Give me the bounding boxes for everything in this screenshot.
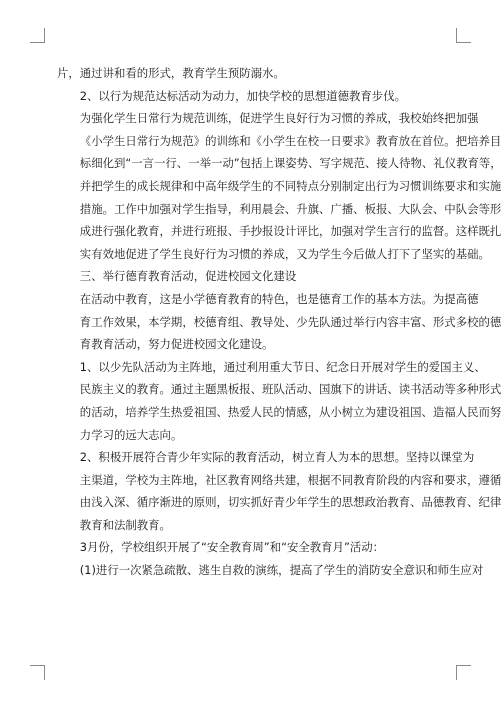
crop-mark-top-right: [456, 28, 471, 43]
text-line: 措施。工作中加强对学生指导，利用晨会、升旗、广播、板报、大队会、中队会等形: [79, 201, 502, 216]
text-line: 三、举行德育教育活动，促进校园文化建设: [79, 269, 297, 284]
text-line: 育工作效果，本学期，校德育组、教导处、少先队通过举行内容丰富、形式多校的德: [79, 314, 502, 329]
text-line: 教育和法制教育。: [79, 517, 171, 532]
paragraph: [57, 559, 484, 582]
text-line: 《小学生日常行为规范》的训练和《小学生在校一日要求》教育放在首位。把培养目: [79, 133, 502, 148]
crop-mark-bottom-right: [456, 665, 471, 680]
text-line: 育教育活动，努力促进校园文化建设。: [79, 337, 274, 352]
text-line: 3月份，学校组织开展了“安全教育周”和“安全教育月”活动：: [79, 540, 385, 555]
text-line: 2、积极开展符合青少年实际的教育活动，树立育人为本的思想。坚持以课堂为: [79, 450, 475, 465]
text-line: (1)进行一次紧急疏散、逃生自救的演练，提高了学生的消防安全意识和师生应对: [79, 563, 484, 578]
crop-mark-bottom-left: [30, 665, 45, 680]
text-line: 在活动中教育，这是小学德育教育的特色，也是德育工作的基本方法。为提高德: [79, 291, 479, 306]
text-line: 成进行强化教育，并进行班报、手抄报设计评比，加强对学生言行的监督。这样既扎: [79, 224, 502, 239]
text-line: 主渠道，学校为主阵地，社区教育网络共建，根据不同教育阶段的内容和要求，遵循: [79, 472, 502, 487]
text-line: 为强化学生日常行为规范训练，促进学生良好行为习惯的养成，我校始终把加强: [79, 111, 479, 126]
text-line: 片，通过讲和看的形式，教育学生预防溺水。: [57, 66, 285, 80]
text-line: 标细化到“一言一行、一举一动”包括上课姿势、写字规范、接人待物、礼仪教育等，: [79, 156, 502, 171]
text-line: 力学习的远大志向。: [79, 427, 183, 442]
text-line: 由浅入深、循序渐进的原则，切实抓好青少年学生的思想政治教育、品德教育、纪律: [79, 495, 502, 510]
text-line: 民族主义的教育。通过主题黑板报、班队活动、国旗下的讲话、读书活动等多种形式: [79, 382, 502, 397]
paragraph: [57, 446, 502, 536]
paragraph: [57, 536, 443, 559]
text-line: 1、以少先队活动为主阵地，通过利用重大节日、纪念日开展对学生的爱国主义、: [79, 359, 486, 374]
paragraph: [57, 356, 502, 446]
paragraph: [57, 107, 502, 265]
document-body: [57, 62, 502, 582]
text-line: 并把学生的成长规律和中高年级学生的不同特点分别制定出行为习惯训练要求和实施: [79, 178, 502, 193]
paragraph: [57, 265, 443, 288]
text-line: 的活动，培养学生热爱祖国、热爱人民的情感，从小树立为建设祖国、造福人民而努: [79, 404, 502, 419]
text-line: 实有效地促进了学生良好行为习惯的养成，又为学生今后做人打下了坚实的基础。: [79, 246, 490, 261]
paragraph: [57, 85, 443, 108]
paragraph: [57, 288, 502, 356]
text-line: 2、以行为规范达标活动为动力，加快学校的思想道德教育步伐。: [79, 88, 406, 103]
paragraph: [57, 62, 443, 85]
crop-mark-top-left: [30, 28, 45, 43]
